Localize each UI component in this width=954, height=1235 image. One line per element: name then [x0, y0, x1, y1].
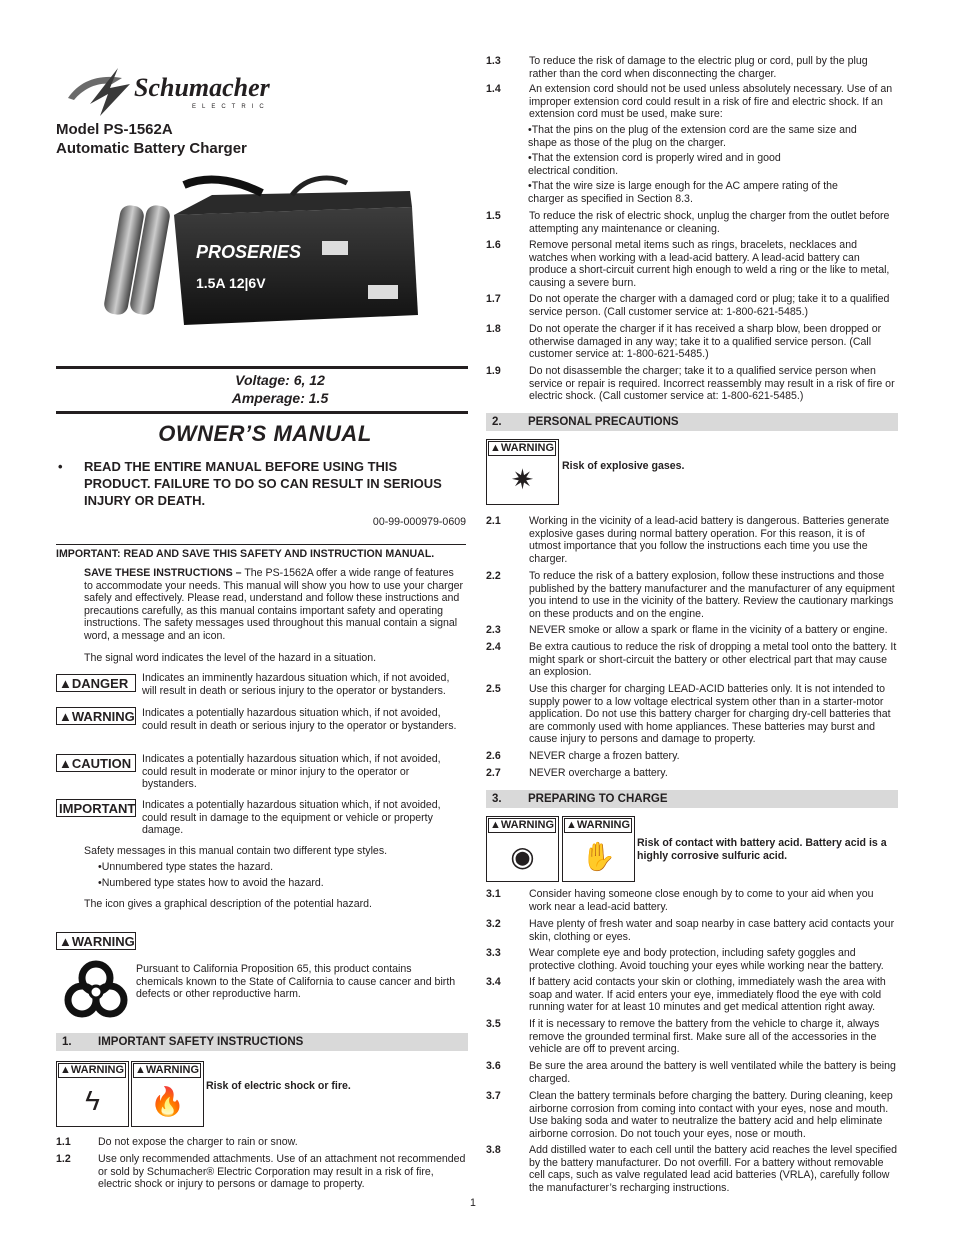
signal-intro: The signal word indicates the level of the hazard in a situation.	[84, 652, 377, 664]
section-3-title: PREPARING TO CHARGE	[528, 793, 668, 805]
voltage-spec: Voltage: 6, 12	[235, 372, 325, 388]
explosion-icon: ✷	[510, 463, 535, 495]
schumacher-logo	[60, 58, 300, 120]
divider-top	[56, 366, 468, 369]
warning-fire-box	[131, 1061, 204, 1127]
warning-label: ▲WARNING	[56, 707, 136, 725]
section-1-number: 1.	[62, 1036, 72, 1048]
brand-sub: ELECTRIC	[192, 104, 270, 110]
electric-shock-icon: ϟ	[85, 1085, 100, 1116]
style-bullet: •Numbered type states how to avoid the hazard.	[98, 877, 324, 889]
part-number: 00-99-000979-0609	[372, 516, 466, 528]
page-number: 1	[470, 1197, 476, 1209]
brand-name: Schumacher	[134, 73, 270, 102]
section-1-header	[56, 1033, 468, 1051]
amperage-spec: Amperage: 1.5	[231, 390, 329, 406]
danger-label: ▲DANGER	[56, 674, 136, 692]
section-2-number: 2.	[492, 416, 502, 428]
warning-gloves-label: ▲WARNING	[566, 819, 631, 831]
cord-bullet: •That the wire size is large enough for the AC ampere rating of the charger as specified in Section 8.3.	[528, 180, 838, 205]
warning-goggles-box	[486, 816, 559, 882]
product-photo	[92, 165, 426, 343]
important-header: IMPORTANT: READ AND SAVE THIS SAFETY AND INSTRUCTION MANUAL.	[56, 544, 466, 560]
model-title	[56, 120, 247, 158]
important-label: IMPORTANT	[56, 799, 136, 817]
warning-explosion-label: ▲WARNING	[490, 442, 555, 454]
explosive-gas-hazard: Risk of explosive gases.	[562, 460, 685, 472]
owners-manual-title: OWNER’S MANUAL	[158, 421, 372, 446]
model-subtitle: Automatic Battery Charger	[56, 140, 247, 157]
cord-bullet: •That the pins on the plug of the extension cord are the same size and shape as those of the plug on the charger.	[528, 124, 857, 149]
warning-goggles-label: ▲WARNING	[490, 819, 555, 831]
style-bullet: •Unnumbered type states the hazard.	[98, 861, 274, 873]
caution-text: Indicates a potentially hazardous situation which, if not avoided, could result in moderate or minor injury to the operator or bystanders.	[142, 753, 441, 791]
section-3-header	[486, 790, 898, 808]
styles-intro: Safety messages in this manual contain two different type styles.	[84, 845, 388, 857]
warning-shock-label: ▲WARNING	[60, 1064, 125, 1076]
photo-brand-text: PROSERIES	[196, 242, 302, 262]
bullet: •	[58, 459, 63, 474]
model-number: Model PS-1562A	[56, 121, 173, 138]
photo-rating-text: 1.5A 12|6V	[196, 275, 266, 291]
cord-bullet: •That the extension cord is properly wired and in good electrical condition.	[528, 152, 781, 177]
section-1-title: IMPORTANT SAFETY INSTRUCTIONS	[98, 1036, 304, 1048]
warning-gloves-box	[562, 816, 635, 882]
icon-note: The icon gives a graphical description of the potential hazard.	[84, 898, 372, 910]
danger-text: Indicates an imminently hazardous situation which, if not avoided, will result in death or serious injury to the operator or bystanders.	[142, 672, 450, 697]
acid-hazard: Risk of contact with battery acid. Battery acid is a highly corrosive sulfuric acid.	[637, 837, 887, 862]
shock-fire-hazard: Risk of electric shock or fire.	[206, 1080, 351, 1092]
warning-shock-box	[56, 1061, 129, 1127]
prop65-text: Pursuant to California Proposition 65, this product contains chemicals known to the State of California to cause cancer and birth defects or other reproductive harm.	[136, 963, 456, 1001]
section-2-title: PERSONAL PRECAUTIONS	[528, 416, 679, 428]
biohazard-icon	[58, 954, 134, 1022]
important-text: Indicates a potentially hazardous situation which, if not avoided, could result in damage to the equipment or vehicle or property damage.	[142, 799, 441, 837]
save-instructions	[84, 567, 464, 643]
gloves-icon: ✋	[581, 840, 616, 872]
section-2-header	[486, 413, 898, 431]
caution-label: ▲CAUTION	[56, 754, 136, 772]
divider-bottom	[56, 411, 468, 414]
save-lead: SAVE THESE INSTRUCTIONS –	[84, 567, 242, 579]
read-manual-text: READ THE ENTIRE MANUAL BEFORE USING THIS PRODUCT. FAILURE TO DO SO CAN RESULT IN SERIOUS INJURY OR DEATH.	[84, 459, 442, 508]
prop65-warning-label: ▲WARNING	[56, 932, 136, 950]
warning-fire-label: ▲WARNING	[135, 1064, 200, 1076]
safety-goggles-icon: ◉	[510, 840, 535, 872]
warning-explosion-box	[486, 439, 559, 505]
warning-text: Indicates a potentially hazardous situation which, if not avoided, could result in death or serious injury to the operator or bystanders.	[142, 707, 457, 732]
save-body: The PS-1562A offer a wide range of features to accommodate your needs. This manual will show you how to use your charger safely and effectively. Please read, understand and follow these instructions and precautions carefully, as this manual contains important safety and operating instructions. The safety messages used throughout this manual contain a signal word, a message and an icon.	[84, 567, 464, 642]
section-3-number: 3.	[492, 793, 502, 805]
fire-icon: 🔥	[150, 1085, 185, 1117]
